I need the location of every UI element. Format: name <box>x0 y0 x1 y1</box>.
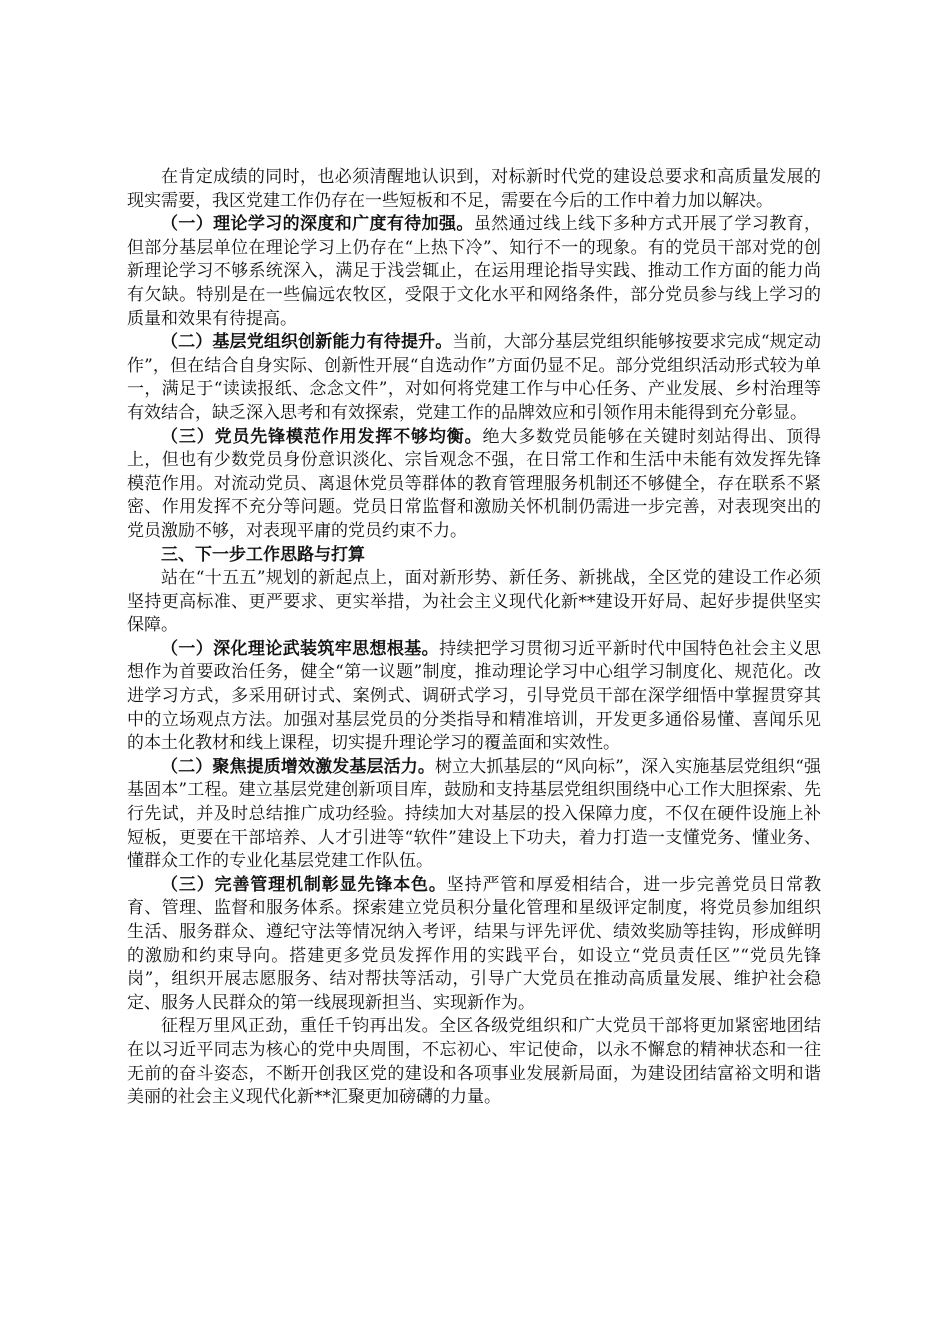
plan-2-body: 树立大抓基层的“风向标”，深入实施基层党组织“强基固本”工程。建立基层党建创新项目库，鼓励和支持基层党组织围绕中心工作大胆探索、先行先试，并及时总结推广成功经验。持续加大对基层的投入保障力度，不仅在硬件设施上补短板，更要在干部培养、人才引进等“软件”建设上下功夫，着力打造一支懂党务、懂业务、懂群众工作的专业化基层党建工作队伍。 <box>127 756 822 872</box>
section-heading: 三、下一步工作思路与打算 <box>161 544 365 565</box>
problem-3-body: 绝大多数党员能够在关键时刻站得出、顶得上，但也有少数党员身份意识淡化、宗旨观念不强，在日常工作和生活中未能有效发挥先锋模范作用。对流动党员、离退休党员等群体的教育管理服务机制还不够健全，存在联系不紧密、作用发挥不充分等问题。党员日常监督和激励关怀机制仍需进一步完善，对表现突出的党员激励不够，对表现平庸的党员约束不力。 <box>127 426 821 541</box>
problem-paragraph-3 <box>127 426 821 544</box>
plan-1-lead: （一）深化理论武装筑牢思想根基。 <box>161 638 440 659</box>
problem-1-body: 虽然通过线上线下多种方式开展了学习教育，但部分基层单位在理论学习上仍存在“上热下冷”、知行不一的现象。有的党员干部对党的创新理论学习不够系统深入，满足于浅尝辄止，在运用理论指导实践、推动工作方面的能力尚有欠缺。特别是在一些偏远农牧区，受限于文化水平和网络条件，部分党员参与线上学习的质量和效果有待提高。 <box>127 214 822 329</box>
plan-3-body: 坚持严管和厚爱相结合，进一步完善党员日常教育、管理、监督和服务体系。探索建立党员积分量化管理和星级评定制度，将党员参加组织生活、服务群众、遵纪守法等情况纳入考评，结果与评先评优、绩效奖励等挂钩，形成鲜明的激励和约束导向。搭建更多党员发挥作用的实践平台，如设立“党员责任区”“党员先锋岗”，组织开展志愿服务、结对帮扶等活动，引导广大党员在推动高质量发展、维护社会稳定、服务人民群众的第一线展现新担当、实现新作为。 <box>127 874 822 1013</box>
closing-paragraph: 征程万里风正劲，重任千钧再出发。全区各级党组织和广大党员干部将更加紧密地团结在以习近平同志为核心的党中央周围，不忘初心、牢记使命，以永不懈怠的精神状态和一往无前的奋斗姿态，不断开创我区党的建设和各项事业发展新局面，为建设团结富裕文明和谐美丽的社会主义现代化新**汇聚更加磅礴的力量。 <box>127 1016 821 1108</box>
document-body <box>127 166 821 1110</box>
problem-3-lead: （三）党员先锋模范作用发挥不够均衡。 <box>161 426 483 447</box>
plan-1-body: 持续把学习贯彻习近平新时代中国特色社会主义思想作为首要政治任务，健全“第一议题”制度，推动理论学习中心组学习制度化、规范化。改进学习方式，多采用研讨式、案例式、调研式学习，引导党员干部在深学细悟中掌握贯穿其中的立场观点方法。加强对基层党员的分类指导和精准培训，开发更多通俗易懂、喜闻乐见的本土化教材和线上课程，切实提升理论学习的覆盖面和实效性。 <box>127 638 822 754</box>
plan-3-lead: （三）完善管理机制彰显先锋本色。 <box>161 874 447 895</box>
plan-2-lead: （二）聚焦提质增效激发基层活力。 <box>161 756 436 777</box>
problem-paragraph-1 <box>127 213 821 331</box>
plan-paragraph-3 <box>127 874 821 1016</box>
problem-2-lead: （二）基层党组织创新能力有待提升。 <box>161 332 453 353</box>
intro-paragraph: 在肯定成绩的同时，也必须清醒地认识到，对标新时代党的建设总要求和高质量发展的现实需要，我区党建工作仍存在一些短板和不足，需要在今后的工作中着力加以解决。 <box>127 167 821 211</box>
plan-intro-paragraph: 站在“十五五”规划的新起点上，面对新形势、新任务、新挑战，全区党的建设工作必须坚持更高标准、更严要求、更实举措，为社会主义现代化新**建设开好局、起好步提供坚实保障。 <box>127 568 821 636</box>
problem-2-body: 当前，大部分基层党组织能够按要求完成“规定动作”，但在结合自身实际、创新性开展“自选动作”方面仍显不足。部分党组织活动形式较为单一，满足于“读读报纸、念念文件”，对如何将党建工作与中心任务、产业发展、乡村治理等有效结合，缺乏深入思考和有效探索，党建工作的品牌效应和引领作用未能得到充分彰显。 <box>127 332 821 423</box>
problem-1-lead: （一）理论学习的深度和广度有待加强。 <box>161 214 474 235</box>
problem-paragraph-2 <box>127 331 821 425</box>
plan-paragraph-1 <box>127 638 821 756</box>
plan-paragraph-2 <box>127 756 821 874</box>
